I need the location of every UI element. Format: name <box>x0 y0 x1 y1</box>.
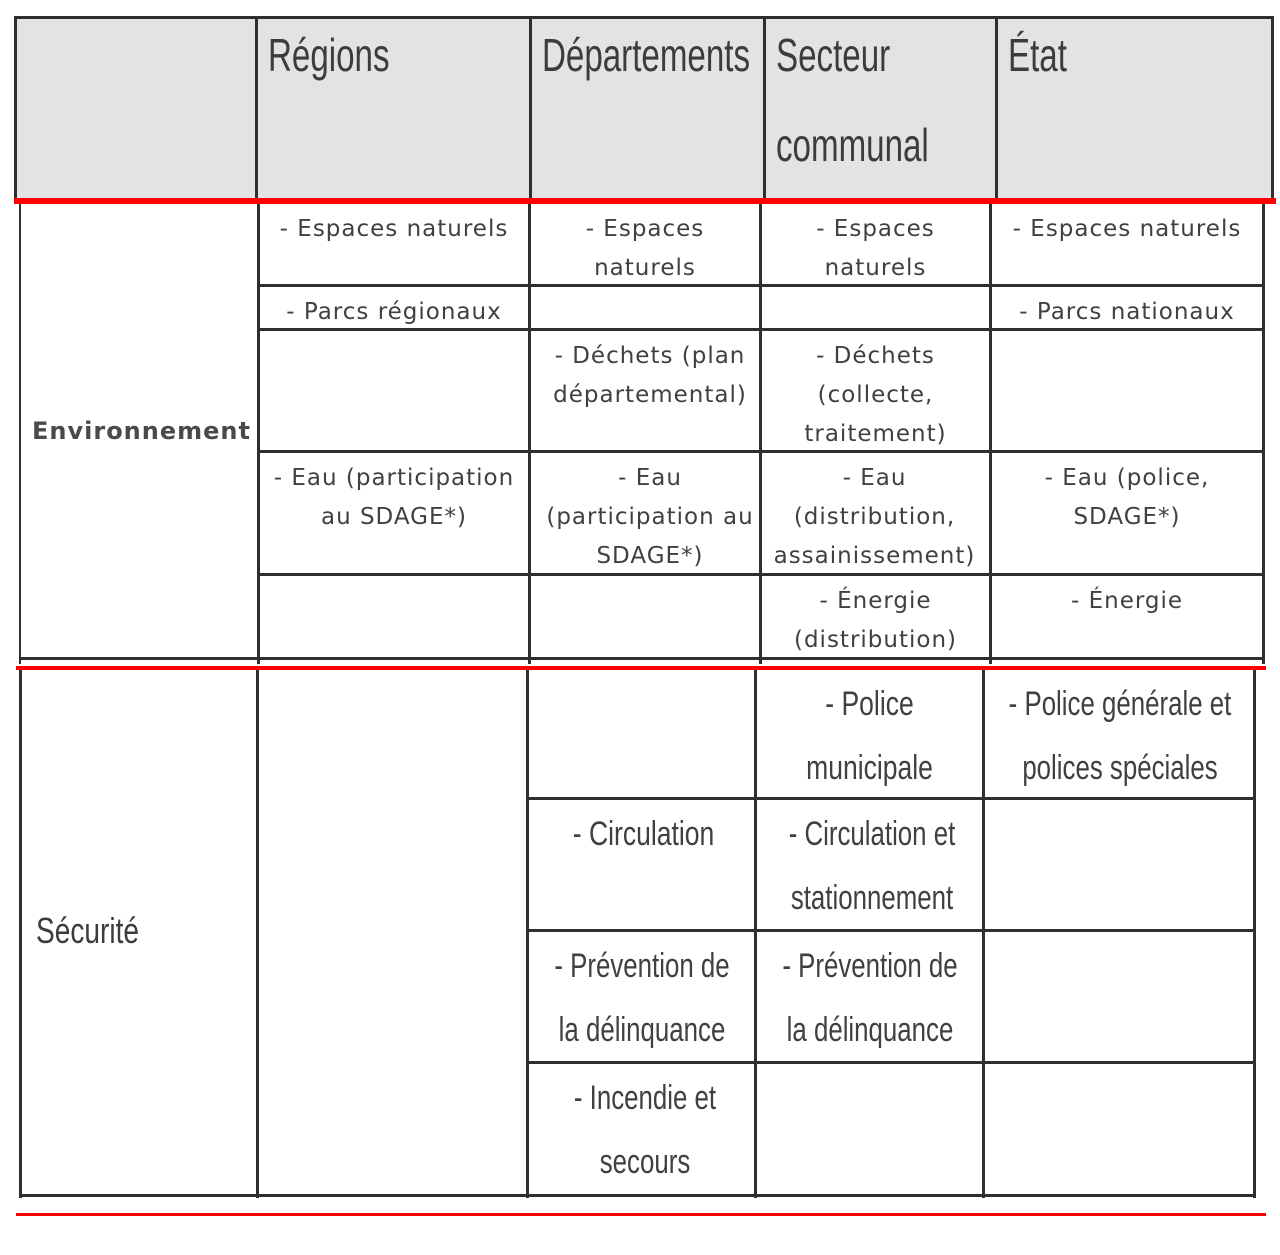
sec-divider-1 <box>256 670 259 1198</box>
sec-r3-secteur: - Prévention de la délinquance <box>782 947 958 1049</box>
sec-r1-etat: - Police générale et polices spéciales <box>1008 685 1232 787</box>
header-divider-3 <box>763 16 766 200</box>
env-r1-regions: - Espaces naturels <box>279 216 509 242</box>
env-left-border <box>19 204 21 664</box>
header-right-border <box>1271 16 1274 200</box>
env-r1-etat: - Espaces naturels <box>1012 216 1242 242</box>
header-left-border <box>14 16 17 200</box>
footer-red-rule <box>16 1213 1266 1216</box>
sec-r2-etat <box>985 800 1253 929</box>
sec-left-border <box>19 670 22 1198</box>
sec-r3-etat <box>985 932 1253 1061</box>
env-r3-regions <box>260 331 528 450</box>
env-r4-etat: - Eau (police, SDAGE*) <box>1044 465 1210 530</box>
env-r4-regions: - Eau (participation au SDAGE*) <box>273 465 515 530</box>
header-etat: État <box>1008 29 1067 81</box>
env-r2-regions: - Parcs régionaux <box>286 299 502 325</box>
sec-r4-departements: - Incendie et secours <box>573 1079 717 1181</box>
row-label-environnement: Environnement <box>32 417 251 445</box>
env-bottom-border <box>19 657 1265 660</box>
env-r5-secteur: - Énergie (distribution) <box>793 588 958 653</box>
sec-r2-departements: - Circulation <box>572 815 715 853</box>
env-r4-secteur: - Eau (distribution, assainissement) <box>773 465 976 569</box>
env-r2-departements <box>531 287 759 328</box>
env-r1-departements: - Espaces naturels <box>585 216 705 281</box>
header-regions: Régions <box>268 29 390 81</box>
sec-r4-secteur <box>757 1064 982 1194</box>
env-r1-secteur: - Espaces naturels <box>816 216 935 281</box>
env-r2-etat: - Parcs nationaux <box>1019 299 1235 325</box>
sec-r3-departements: - Prévention de la délinquance <box>554 947 730 1049</box>
env-r5-regions <box>260 576 528 657</box>
env-r4-departements: - Eau (participation au SDAGE*) <box>546 465 754 569</box>
sec-r1-secteur: - Police municipale <box>806 685 933 787</box>
env-r5-etat: - Énergie <box>1070 588 1184 614</box>
env-r3-etat <box>992 331 1262 450</box>
env-r3-departements: - Déchets (plan départemental) <box>553 343 747 408</box>
header-departements: Départements <box>542 29 751 81</box>
header-divider-1 <box>255 16 258 200</box>
sec-bottom-border <box>19 1194 1256 1197</box>
header-divider-4 <box>995 16 998 200</box>
sec-r4-etat <box>985 1064 1253 1194</box>
header-divider-2 <box>529 16 532 200</box>
env-r2-secteur <box>762 287 989 328</box>
header-top-border <box>14 16 1274 19</box>
header-secteur-communal: Secteur communal <box>776 29 929 171</box>
row-label-securite: Sécurité <box>36 910 140 951</box>
env-r3-secteur: - Déchets (collecte, traitement) <box>804 343 947 447</box>
sec-r1-departements <box>529 670 754 797</box>
env-r5-departements <box>531 576 759 657</box>
sec-r2-secteur: - Circulation et stationnement <box>788 815 956 917</box>
